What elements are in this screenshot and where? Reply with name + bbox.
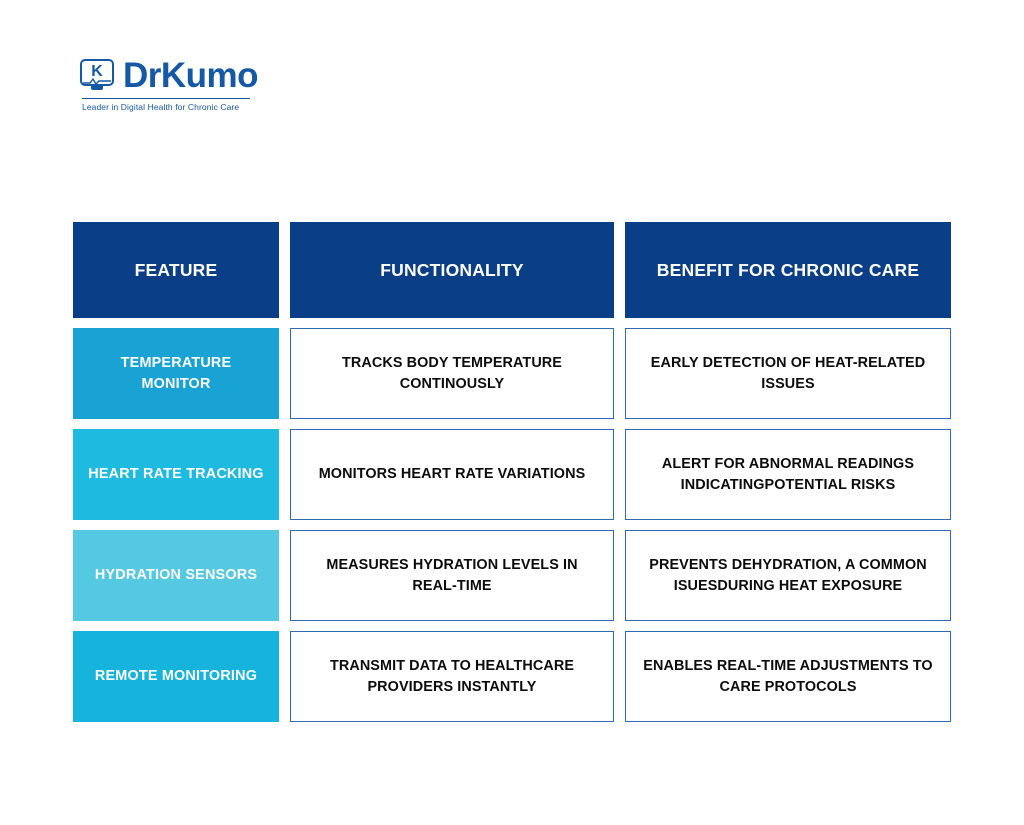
functionality-cell: MONITORS HEART RATE VARIATIONS bbox=[290, 429, 614, 520]
benefit-cell: PREVENTS DEHYDRATION, A COMMON ISUESDURING HEAT EXPOSURE bbox=[625, 530, 951, 621]
monitor-logo-icon bbox=[80, 59, 118, 93]
functionality-cell: TRANSMIT DATA TO HEALTHCARE PROVIDERS INSTANTLY bbox=[290, 631, 614, 722]
heartbeat-icon bbox=[83, 77, 111, 85]
feature-comparison-table bbox=[73, 222, 951, 722]
column-header-functionality: FUNCTIONALITY bbox=[290, 222, 614, 318]
column-header-feature: FEATURE bbox=[73, 222, 279, 318]
logo-mark-letter: K bbox=[91, 63, 103, 80]
benefit-cell: ALERT FOR ABNORMAL READINGS INDICATINGPOTENTIAL RISKS bbox=[625, 429, 951, 520]
functionality-cell: MEASURES HYDRATION LEVELS IN REAL-TIME bbox=[290, 530, 614, 621]
feature-cell: HYDRATION SENSORS bbox=[73, 530, 279, 621]
feature-cell: HEART RATE TRACKING bbox=[73, 429, 279, 520]
benefit-cell: ENABLES REAL-TIME ADJUSTMENTS TO CARE PROTOCOLS bbox=[625, 631, 951, 722]
table-row bbox=[73, 530, 951, 621]
feature-cell: TEMPERATURE MONITOR bbox=[73, 328, 279, 419]
logo-wordmark: DrKumo bbox=[123, 56, 259, 95]
logo-divider bbox=[82, 98, 250, 99]
logo-tagline: Leader in Digital Health for Chronic Care bbox=[82, 102, 240, 112]
table-row bbox=[73, 631, 951, 722]
table-header-row bbox=[73, 222, 951, 318]
brand-logo bbox=[80, 58, 258, 112]
monitor-stand-shape bbox=[91, 86, 103, 90]
logo-row bbox=[80, 58, 258, 93]
benefit-cell: EARLY DETECTION OF HEAT-RELATED ISSUES bbox=[625, 328, 951, 419]
table-row bbox=[73, 429, 951, 520]
column-header-benefit: BENEFIT FOR CHRONIC CARE bbox=[625, 222, 951, 318]
table-row bbox=[73, 328, 951, 419]
functionality-cell: TRACKS BODY TEMPERATURE CONTINOUSLY bbox=[290, 328, 614, 419]
feature-cell: REMOTE MONITORING bbox=[73, 631, 279, 722]
